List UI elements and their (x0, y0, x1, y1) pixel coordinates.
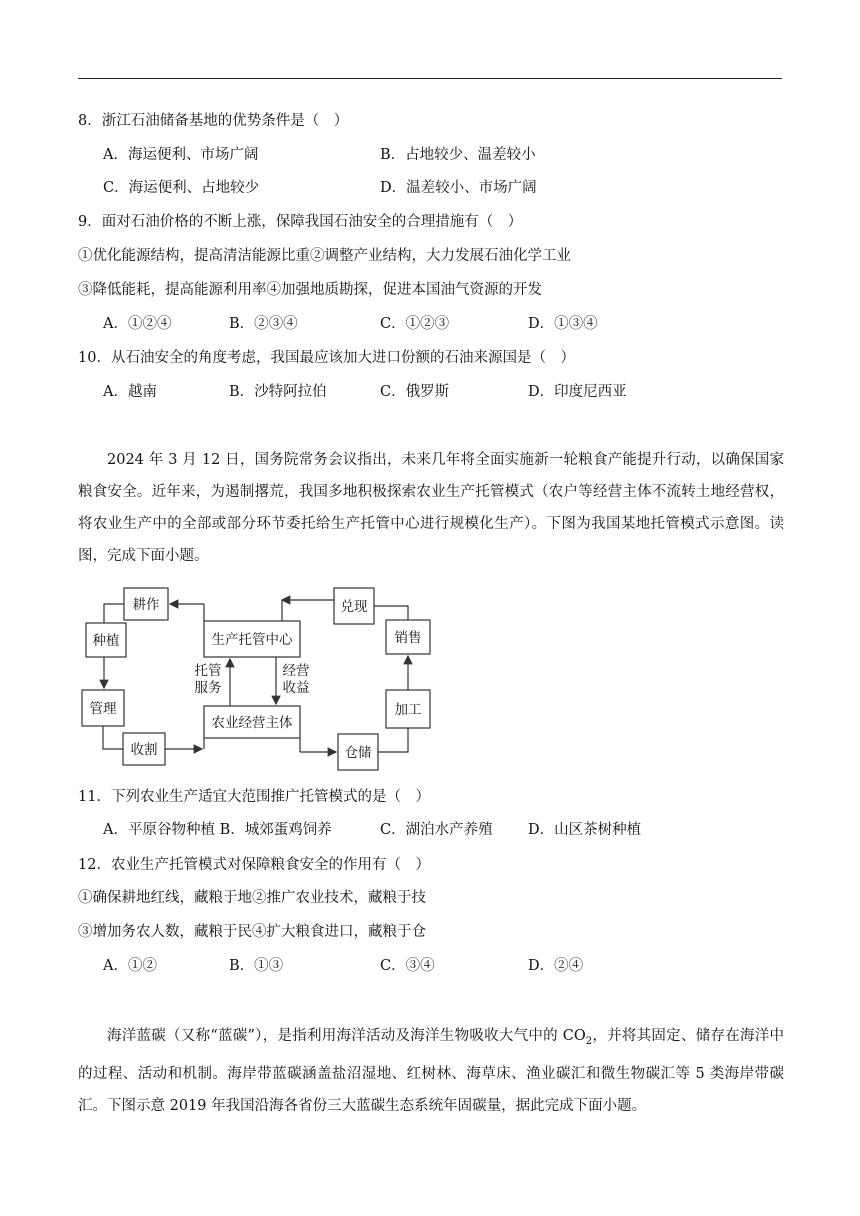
q9-option-d: D．①③④ (528, 316, 598, 332)
label-farm-subject: 农业经营主体 (211, 715, 293, 731)
q8-stem: 8．浙江石油储备基地的优势条件是（ ） (78, 113, 349, 129)
q8-option-a: A．海运便利、市场广阔 (103, 147, 259, 163)
q12-option-c: C．③④ (380, 958, 435, 974)
q9-option-b: B．②③④ (229, 316, 298, 332)
passage-blue-carbon-part1: 海洋蓝碳（又称“蓝碳”），是指利用海洋活动及海洋生物吸收大气中的 CO (107, 1028, 586, 1044)
q12-option-b: B．①③ (229, 958, 284, 974)
q11-option-d: D．山区茶树种植 (528, 822, 642, 838)
label-tuoguan-1: 托管 (194, 663, 222, 679)
line-cangchu-jiagong (378, 728, 408, 752)
q9-option-c: C．①②③ (380, 316, 450, 332)
passage-blue-carbon-part2: ，并将其固定、储存在海洋中的过程、活动和机制。海岸带蓝碳涵盖盐沼湿地、红树林、海草床、渔业碳汇和微生物碳汇等 5 类海岸带碳汇。下图示意 2019 年我国沿海各省份三大蓝碳生态系统年固碳量，据此完成下面小题。 (78, 1028, 785, 1114)
trusteeship-diagram (70, 580, 440, 780)
label-jiagong: 加工 (394, 702, 422, 718)
q12-stem: 12．农业生产托管模式对保障粮食安全的作用有（ ） (78, 857, 430, 873)
q8-option-c: C．海运便利、占地较少 (103, 180, 260, 196)
label-guanli: 管理 (89, 701, 117, 717)
label-gengzuo: 耕作 (132, 597, 160, 613)
q12-option-d: D．②④ (528, 958, 584, 974)
line-xiaoshou-duixian (374, 606, 408, 620)
q10-option-c: C．俄罗斯 (380, 384, 450, 400)
label-tuoguan-2: 服务 (194, 680, 222, 696)
q9-option-a: A．①②④ (103, 316, 172, 332)
line-guanli-shouge (103, 726, 123, 749)
q10-stem: 10．从石油安全的角度考虑，我国最应该加大进口份额的石油来源国是（ ） (78, 350, 575, 366)
label-jingying-1: 经营 (282, 663, 310, 679)
q8-option-d: D．温差较小、市场广阔 (380, 180, 537, 196)
q11-option-c: C．湖泊水产养殖 (380, 822, 493, 838)
q9-statement-line2: ③降低能耗，提高能源利用率④加强地质勘探，促进本国油气资源的开发 (78, 282, 542, 298)
label-cangchu: 仓储 (344, 745, 372, 761)
q9-stem: 9．面对石油价格的不断上涨，保障我国石油安全的合理措施有（ ） (78, 214, 523, 230)
header-rule (78, 78, 782, 79)
label-production-center: 生产托管中心 (211, 632, 293, 648)
label-shouge: 收割 (130, 742, 158, 758)
q11-stem: 11．下列农业生产适宜大范围推广托管模式的是（ ） (78, 789, 430, 805)
q12-statement-line1: ①确保耕地红线，藏粮于地②推广农业技术，藏粮于技 (78, 890, 426, 906)
q11-option-ab: A．平原谷物种植 B．城郊蛋鸡饲养 (103, 822, 332, 838)
passage-blue-carbon (78, 1020, 784, 1122)
label-duixian: 兑现 (340, 599, 368, 615)
q12-option-a: A．①② (103, 958, 157, 974)
q9-statement-line1: ①优化能源结构，提高清洁能源比重②调整产业结构，大力发展石油化学工业 (78, 248, 571, 264)
q10-option-a: A．越南 (103, 384, 157, 400)
q10-option-d: D．印度尼西亚 (528, 384, 627, 400)
line-zhongzhi-gengzuo (104, 604, 124, 623)
passage-farm-trusteeship: 2024 年 3 月 12 日，国务院常务会议指出，未来几年将全面实施新一轮粮食产能提升行动，以确保国家粮食安全。近年来，为遏制撂荒，我国多地积极探索农业生产托管模式（农户等经营主体不流转土地经营权，将农业生产中的全部或部分环节委托给生产托管中心进行规模化生产）。下图为我国某地托管模式示意图。读图，完成下面小题。 (78, 452, 784, 564)
q10-option-b: B．沙特阿拉伯 (229, 384, 327, 400)
label-xiaoshou: 销售 (394, 630, 422, 646)
q12-statement-line2: ③增加务农人数，藏粮于民④扩大粮食进口，藏粮于仓 (78, 924, 426, 940)
passage-blue-carbon-subscript: 2 (585, 1035, 593, 1047)
label-zhongzhi: 种植 (92, 633, 120, 649)
q8-option-b: B．占地较少、温差较小 (380, 147, 536, 163)
label-jingying-2: 收益 (282, 680, 310, 696)
